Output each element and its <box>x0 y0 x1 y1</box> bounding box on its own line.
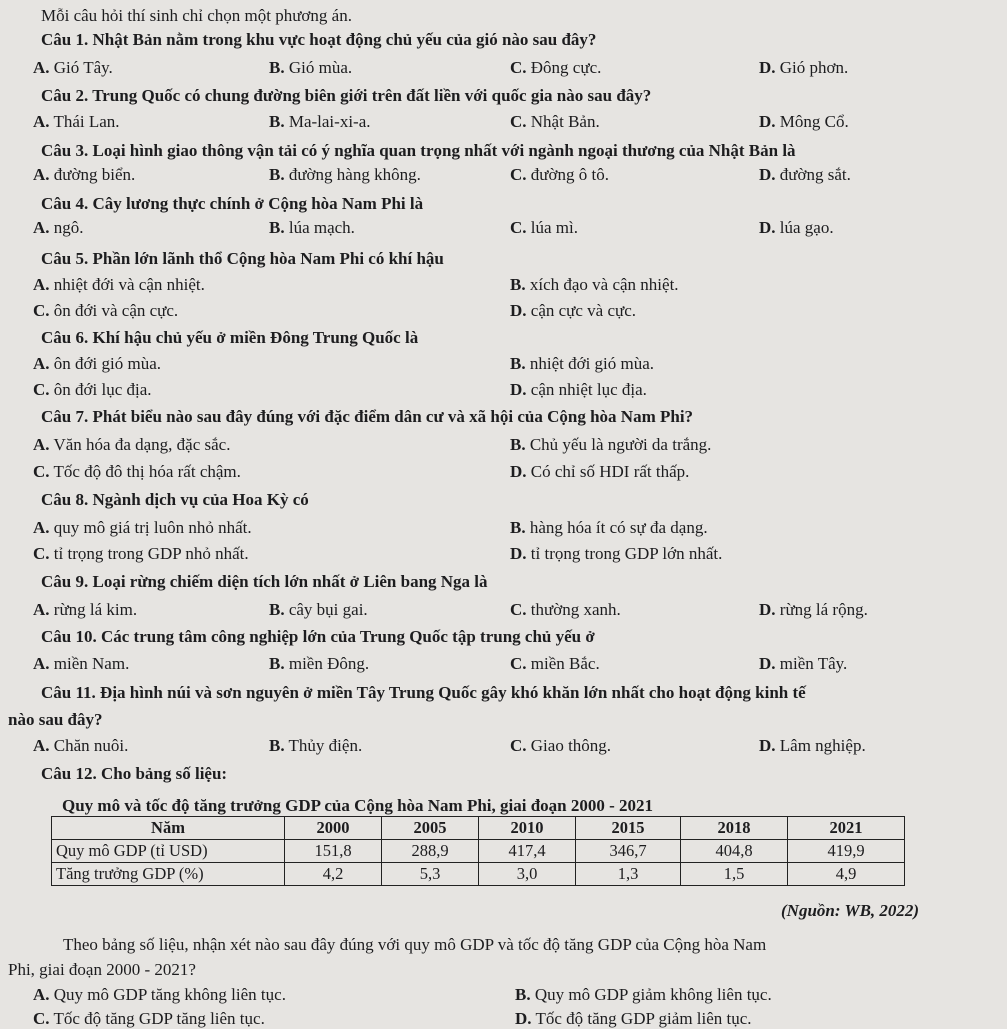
question-3-option-d[interactable]: D. đường sắt. <box>759 165 851 184</box>
option-letter: B. <box>269 218 285 237</box>
question-2-stem <box>41 86 651 106</box>
option-letter: D. <box>510 301 527 320</box>
table-header-cell: 2000 <box>285 817 382 840</box>
question-1-stem <box>41 30 596 50</box>
question-text: Cho bảng số liệu: <box>100 764 228 783</box>
q12-option-a[interactable]: A. Quy mô GDP tăng không liên tục. <box>33 985 286 1004</box>
option-letter: A. <box>33 58 50 77</box>
question-6-option-d[interactable]: D. cận nhiệt lục địa. <box>510 380 647 399</box>
question-number: Câu 6. <box>41 328 89 347</box>
question-1-option-d[interactable]: D. Gió phơn. <box>759 58 849 77</box>
option-letter: A. <box>33 112 50 131</box>
question-7-option-a[interactable]: A. Văn hóa đa dạng, đặc sắc. <box>33 435 231 454</box>
question-1-option-b[interactable]: B. Gió mùa. <box>269 58 353 77</box>
question-5-option-a[interactable]: A. nhiệt đới và cận nhiệt. <box>33 275 205 294</box>
option-letter: A. <box>33 435 50 454</box>
question-11-option-c[interactable]: C. Giao thông. <box>510 736 612 755</box>
table-cell: 346,7 <box>576 840 681 863</box>
question-10-option-b[interactable]: B. miền Đông. <box>269 654 370 673</box>
question-number: Câu 11. <box>41 683 96 702</box>
table-cell: 1,5 <box>681 863 788 886</box>
option-letter: A. <box>33 600 50 619</box>
question-10-option-c[interactable]: C. miền Bắc. <box>510 654 600 673</box>
table-header-cell: 2015 <box>576 817 681 840</box>
option-letter: B. <box>510 354 526 373</box>
q12-stem-line1: Theo bảng số liệu, nhận xét nào sau đây đúng với quy mô GDP và tốc độ tăng GDP của Cộng hòa Nam <box>63 935 767 954</box>
table-header-cell: 2021 <box>788 817 905 840</box>
table-header-cell: 2005 <box>382 817 479 840</box>
question-3-option-c[interactable]: C. đường ô tô. <box>510 165 609 184</box>
question-7-option-b[interactable]: B. Chủ yếu là người da trắng. <box>510 435 712 454</box>
option-letter: C. <box>510 58 527 77</box>
option-letter: B. <box>515 985 531 1004</box>
table-caption: Quy mô và tốc độ tăng trưởng GDP của Cộng hòa Nam Phi, giai đoạn 2000 - 2021 <box>62 796 654 815</box>
question-5-stem <box>41 249 444 269</box>
question-text: Loại rừng chiếm diện tích lớn nhất ở Liên bang Nga là <box>92 572 488 591</box>
table-cell: 404,8 <box>681 840 788 863</box>
table-cell: 1,3 <box>576 863 681 886</box>
question-3-stem <box>41 141 796 161</box>
option-letter: D. <box>759 58 776 77</box>
question-11-option-b[interactable]: B. Thủy điện. <box>269 736 363 755</box>
table-header-cell: Năm <box>52 817 285 840</box>
option-letter: D. <box>515 1009 532 1028</box>
question-number: Câu 9. <box>41 572 89 591</box>
question-9-option-b[interactable]: B. cây bụi gai. <box>269 600 368 619</box>
question-7-option-c[interactable]: C. Tốc độ đô thị hóa rất chậm. <box>33 462 241 481</box>
question-11-option-d[interactable]: D. Lâm nghiệp. <box>759 736 866 755</box>
option-letter: A. <box>33 354 50 373</box>
question-8-stem <box>41 490 309 510</box>
question-number: Câu 7. <box>41 407 89 426</box>
question-6-option-a[interactable]: A. ôn đới gió mùa. <box>33 354 161 373</box>
table-row <box>52 840 905 863</box>
table-header-row <box>52 817 905 840</box>
option-letter: A. <box>33 654 50 673</box>
question-number: Câu 10. <box>41 627 97 646</box>
question-text: Trung Quốc có chung đường biên giới trên đất liền với quốc gia nào sau đây? <box>92 86 652 105</box>
option-letter: D. <box>759 112 776 131</box>
question-11-stem <box>41 683 806 703</box>
option-letter: B. <box>510 518 526 537</box>
question-6-option-b[interactable]: B. nhiệt đới gió mùa. <box>510 354 655 373</box>
question-text: Ngành dịch vụ của Hoa Kỳ có <box>92 490 309 509</box>
question-text: Khí hậu chủ yếu ở miền Đông Trung Quốc là <box>92 328 419 347</box>
table-row <box>52 863 905 886</box>
question-2-option-c[interactable]: C. Nhật Bản. <box>510 112 600 131</box>
question-12-stem <box>41 764 227 784</box>
intro-text: Mỗi câu hỏi thí sinh chỉ chọn một phương án. <box>41 6 352 25</box>
question-4-option-a[interactable]: A. ngô. <box>33 218 84 237</box>
question-4-option-c[interactable]: C. lúa mì. <box>510 218 578 237</box>
question-2-option-b[interactable]: B. Ma-lai-xi-a. <box>269 112 371 131</box>
question-10-option-d[interactable]: D. miền Tây. <box>759 654 848 673</box>
question-1-option-a[interactable]: A. Gió Tây. <box>33 58 113 77</box>
question-6-option-c[interactable]: C. ôn đới lục địa. <box>33 380 152 399</box>
question-8-option-d[interactable]: D. tỉ trọng trong GDP lớn nhất. <box>510 544 723 563</box>
option-letter: D. <box>510 544 527 563</box>
question-11-stem-continued: nào sau đây? <box>8 710 103 729</box>
question-2-option-d[interactable]: D. Mông Cổ. <box>759 112 849 131</box>
question-number: Câu 2. <box>41 86 89 105</box>
option-letter: D. <box>759 736 776 755</box>
q12-option-b[interactable]: B. Quy mô GDP giảm không liên tục. <box>515 985 772 1004</box>
option-letter: B. <box>269 654 285 673</box>
option-letter: A. <box>33 518 50 537</box>
table-source: (Nguồn: WB, 2022) <box>781 901 920 920</box>
q12-option-d[interactable]: D. Tốc độ tăng GDP giảm liên tục. <box>515 1009 752 1028</box>
question-5-option-b[interactable]: B. xích đạo và cận nhiệt. <box>510 275 679 294</box>
table-cell: 3,0 <box>479 863 576 886</box>
table-cell: 4,2 <box>285 863 382 886</box>
table-cell: 4,9 <box>788 863 905 886</box>
question-10-stem <box>41 627 595 647</box>
question-9-stem <box>41 572 488 592</box>
q12-stem-line2: Phi, giai đoạn 2000 - 2021? <box>8 960 196 979</box>
question-9-option-c[interactable]: C. thường xanh. <box>510 600 621 619</box>
option-letter: B. <box>269 112 285 131</box>
option-letter: C. <box>33 462 50 481</box>
question-8-option-a[interactable]: A. quy mô giá trị luôn nhỏ nhất. <box>33 518 252 537</box>
option-letter: C. <box>33 301 50 320</box>
question-text: Loại hình giao thông vận tải có ý nghĩa quan trọng nhất với ngành ngoại thương của Nhật Bản là <box>92 141 796 160</box>
option-letter: D. <box>510 380 527 399</box>
question-9-option-a[interactable]: A. rừng lá kim. <box>33 600 138 619</box>
option-letter: B. <box>269 165 285 184</box>
option-letter: C. <box>33 544 50 563</box>
question-text: Nhật Bản nằm trong khu vực hoạt động chủ yếu của gió nào sau đây? <box>92 30 597 49</box>
question-text: Cây lương thực chính ở Cộng hòa Nam Phi là <box>92 194 424 213</box>
question-3-option-b[interactable]: B. đường hàng không. <box>269 165 421 184</box>
option-letter: D. <box>759 600 776 619</box>
question-text: Địa hình núi và sơn nguyên ở miền Tây Trung Quốc gây khó khăn lớn nhất cho hoạt động kinh tế <box>100 683 806 702</box>
table-cell: 5,3 <box>382 863 479 886</box>
option-letter: A. <box>33 218 50 237</box>
option-letter: C. <box>510 654 527 673</box>
table-cell: 288,9 <box>382 840 479 863</box>
option-letter: D. <box>759 654 776 673</box>
option-letter: D. <box>510 462 527 481</box>
question-7-stem <box>41 407 693 427</box>
option-letter: C. <box>510 736 527 755</box>
question-text: Phần lớn lãnh thổ Cộng hòa Nam Phi có khí hậu <box>92 249 444 268</box>
option-letter: C. <box>33 1009 50 1028</box>
option-letter: C. <box>510 600 527 619</box>
question-4-option-d[interactable]: D. lúa gạo. <box>759 218 834 237</box>
question-number: Câu 4. <box>41 194 89 213</box>
question-4-stem <box>41 194 423 214</box>
question-number: Câu 3. <box>41 141 89 160</box>
table-cell: 417,4 <box>479 840 576 863</box>
question-number: Câu 1. <box>41 30 89 49</box>
option-letter: B. <box>510 275 526 294</box>
option-letter: C. <box>510 218 527 237</box>
option-letter: C. <box>510 165 527 184</box>
option-letter: B. <box>269 736 285 755</box>
table-cell: 151,8 <box>285 840 382 863</box>
option-letter: D. <box>759 218 776 237</box>
question-11-option-a[interactable]: A. Chăn nuôi. <box>33 736 129 755</box>
question-3-option-a[interactable]: A. đường biển. <box>33 165 136 184</box>
option-letter: C. <box>510 112 527 131</box>
question-text: Các trung tâm công nghiệp lớn của Trung Quốc tập trung chủ yếu ở <box>100 627 595 646</box>
question-1-option-c[interactable]: C. Đông cực. <box>510 58 602 77</box>
table-cell: Tăng trưởng GDP (%) <box>52 863 285 886</box>
option-letter: B. <box>269 600 285 619</box>
question-7-option-d[interactable]: D. Có chỉ số HDI rất thấp. <box>510 462 690 481</box>
question-4-option-b[interactable]: B. lúa mạch. <box>269 218 355 237</box>
option-letter: A. <box>33 165 50 184</box>
question-5-option-d[interactable]: D. cận cực và cực. <box>510 301 637 320</box>
option-letter: B. <box>510 435 526 454</box>
option-letter: C. <box>33 380 50 399</box>
question-10-option-a[interactable]: A. miền Nam. <box>33 654 130 673</box>
gdp-table <box>51 816 905 886</box>
question-2-option-a[interactable]: A. Thái Lan. <box>33 112 120 131</box>
question-number: Câu 8. <box>41 490 89 509</box>
question-8-option-b[interactable]: B. hàng hóa ít có sự đa dạng. <box>510 518 708 537</box>
question-9-option-d[interactable]: D. rừng lá rộng. <box>759 600 868 619</box>
q12-option-c[interactable]: C. Tốc độ tăng GDP tăng liên tục. <box>33 1009 265 1028</box>
table-header-cell: 2018 <box>681 817 788 840</box>
question-text: Phát biểu nào sau đây đúng với đặc điểm dân cư và xã hội của Cộng hòa Nam Phi? <box>92 407 694 426</box>
question-number: Câu 5. <box>41 249 89 268</box>
table-cell: Quy mô GDP (tỉ USD) <box>52 840 285 863</box>
table-header-cell: 2010 <box>479 817 576 840</box>
table-cell: 419,9 <box>788 840 905 863</box>
option-letter: A. <box>33 275 50 294</box>
option-letter: D. <box>759 165 776 184</box>
option-letter: A. <box>33 985 50 1004</box>
question-6-stem <box>41 328 418 348</box>
question-8-option-c[interactable]: C. tỉ trọng trong GDP nhỏ nhất. <box>33 544 249 563</box>
question-5-option-c[interactable]: C. ôn đới và cận cực. <box>33 301 179 320</box>
option-letter: A. <box>33 736 50 755</box>
question-number: Câu 12. <box>41 764 97 783</box>
option-letter: B. <box>269 58 285 77</box>
